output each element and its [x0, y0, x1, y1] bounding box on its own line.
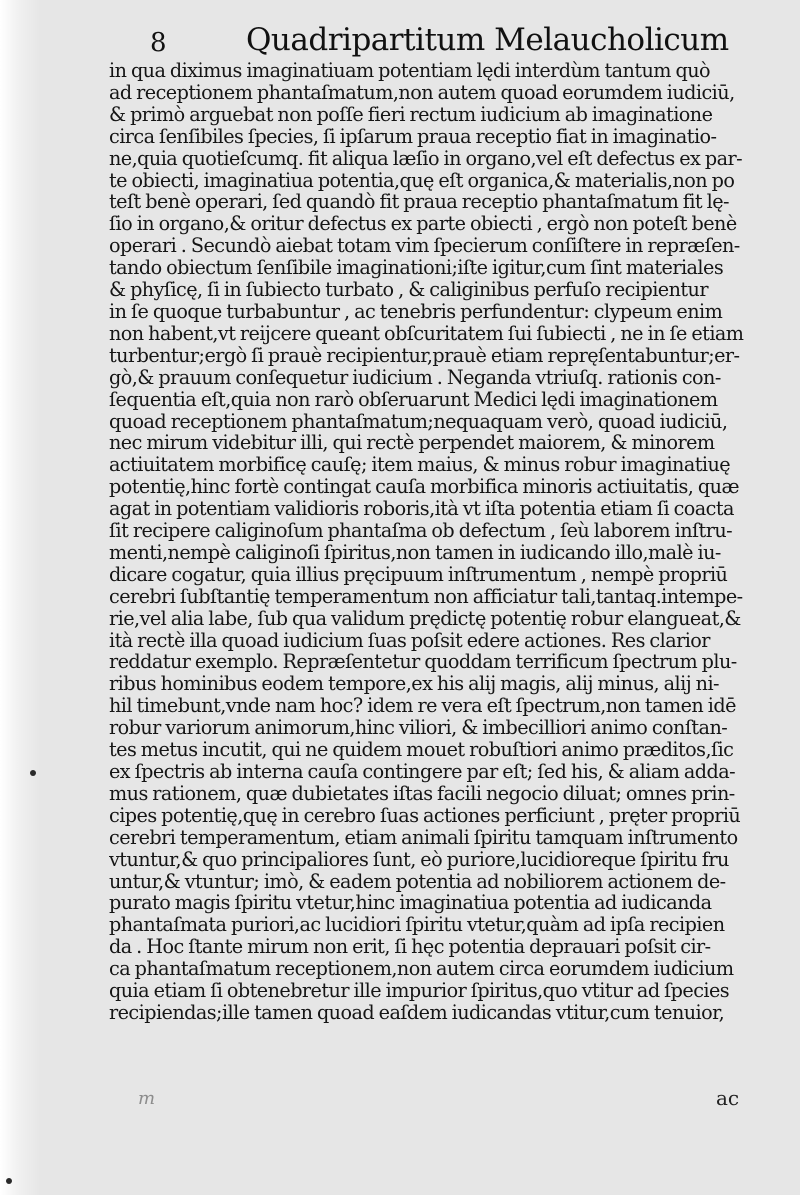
text-line: recipiendas;ille tamen quoad eaſdem iudicandas vtitur,cum tenuior,	[109, 1001, 725, 1024]
catchword: ac	[716, 1086, 740, 1110]
text-line: ſio in organo,& oritur defectus ex parte obiecti , ergò non poteſt benè	[109, 213, 737, 236]
page-header	[0, 22, 800, 62]
text-line: in qua diximus imaginatiuam potentiam lędi interdùm tantum quò	[109, 60, 711, 82]
text-line: cerebri temperamentum, etiam animali ſpiritu tamquam inſtrumento	[109, 826, 738, 849]
text-line: ribus hominibus eodem tempore,ex his alij magis, alij minus, alij ni-	[109, 673, 719, 696]
text-line: quoad receptionem phantaſmatum;nequaquam verò, quoad iudiciū,	[109, 410, 728, 433]
text-line: gò,& prauum conſequetur iudicium . Neganda vtriuſq. rationis con-	[109, 366, 721, 389]
text-line: circa ſenſibiles ſpecies, ſi ipſarum praua receptio fiat in imaginatio-	[109, 125, 717, 148]
ink-speck	[30, 770, 36, 776]
text-line: actiuitatem morbificę cauſę; item maius, & minus robur imaginatiuę	[109, 454, 731, 477]
text-line: rie,vel alia labe, ſub qua validum prędictę potentię robur elangueat,&	[109, 607, 741, 630]
page-number: 8	[150, 28, 167, 58]
text-line: agat in potentiam validioris roboris,ità vt iſta potentia etiam ſi coacta	[109, 498, 734, 521]
text-line: cipes potentię,quę in cerebro ſuas actiones perficiunt , pręter propriū	[109, 804, 741, 827]
ink-speck	[6, 1178, 12, 1184]
text-line: & phyſicę, ſi in ſubiecto turbato , & caliginibus perfuſo recipientur	[109, 279, 708, 301]
text-line: ſequentia eſt,quia non rarò obſeruarunt Medici lędi imaginationem	[109, 388, 718, 411]
text-line: hil timebunt,vnde nam hoc? idem re vera eſt ſpectrum,non tamen idē	[109, 695, 736, 718]
text-line: da . Hoc ſtante mirum non erit, ſi hęc potentia deprauari poſsit cir-	[109, 936, 711, 959]
text-line: non habent,vt reijcere queant obſcuritatem ſui ſubiecti , ne in ſe etiam	[109, 322, 744, 345]
page-footer	[0, 1084, 800, 1114]
text-line: tando obiectum ſenſibile imaginationi;iſte igitur,cum ſint materiales	[109, 257, 724, 280]
text-line: reddatur exemplo. Repræſentetur quoddam terrificum ſpectrum plu-	[109, 651, 737, 674]
text-line: ca phantaſmatum receptionem,non autem circa eorumdem iudicium	[109, 958, 734, 981]
text-line: te obiecti, imaginatiua potentia,quę eſt organica,& materialis,non po	[109, 169, 735, 192]
text-line: & primò arguebat non poſſe fieri rectum iudicium ab imaginatione	[109, 103, 713, 126]
text-line: purato magis ſpiritu vtetur,hinc imaginatiua potentia ad iudicanda	[109, 892, 712, 915]
body-text	[109, 60, 769, 1024]
text-line: teſt benè operari, ſed quandò fit praua receptio phantaſmatum fit lę-	[109, 191, 729, 214]
signature-mark: m	[138, 1088, 156, 1109]
text-line: operari . Secundò aiebat totam vim ſpecierum conſiſtere in repræſen-	[109, 235, 740, 258]
text-line: potentię,hinc fortè contingat cauſa morbifica minoris actiuitatis, quæ	[109, 476, 739, 499]
text-line: ad receptionem phantaſmatum,non autem quoad eorumdem iudiciū,	[109, 81, 735, 104]
text-line: cerebri ſubſtantię temperamentum non afficiatur tali,tantaq.intempe-	[109, 585, 743, 608]
text-line: ſit recipere caliginoſum phantaſma ob defectum , ſeù laborem inſtru-	[109, 520, 733, 542]
text-line: ità rectè illa quoad iudicium ſuas poſsit edere actiones. Res clarior	[109, 629, 710, 652]
text-line: dicare cogatur, quia illius pręcipuum inſtrumentum , nempè propriū	[109, 563, 728, 586]
text-line: menti,nempè caliginoſi ſpiritus,non tamen in iudicando illo,malè iu-	[109, 541, 721, 564]
text-line: quia etiam ſi obtenebretur ille impurior ſpiritus,quo vtitur ad ſpecies	[109, 980, 730, 1002]
text-line: nec mirum videbitur illi, qui rectè perpendet maiorem, & minorem	[109, 432, 715, 455]
text-line: phantaſmata puriori,ac lucidiori ſpiritu vtetur,quàm ad ipſa recipien	[109, 914, 725, 937]
text-line: ne,quia quotieſcumq. fit aliqua læſio in organo,vel eſt defectus ex par-	[109, 147, 743, 170]
text-line: in ſe quoque turbabuntur , ac tenebris perfundentur: clypeum enim	[109, 300, 723, 323]
text-line: untur,& vtuntur; imò, & eadem potentia ad nobiliorem actionem de-	[109, 870, 726, 893]
text-line: ex ſpectris ab interna cauſa contingere par eſt; ſed his, & aliam adda-	[109, 761, 736, 783]
text-line: mus rationem, quæ dubietates iſtas facili negocio diluat; omnes prin-	[109, 782, 735, 805]
text-line: turbentur;ergò ſi prauè recipientur,prauè etiam repręſentabuntur;er-	[109, 344, 740, 367]
running-title: Quadripartitum Melaucholicum	[246, 22, 729, 58]
text-line: vtuntur,& quo principaliores ſunt, eò puriore,lucidioreque ſpiritu fru	[109, 848, 729, 871]
text-line: tes metus incutit, qui ne quidem mouet robuſtiori animo præditos,ſic	[109, 739, 734, 761]
text-line: robur variorum animorum,hinc viliori, & imbecilliori animo conſtan-	[109, 717, 728, 740]
